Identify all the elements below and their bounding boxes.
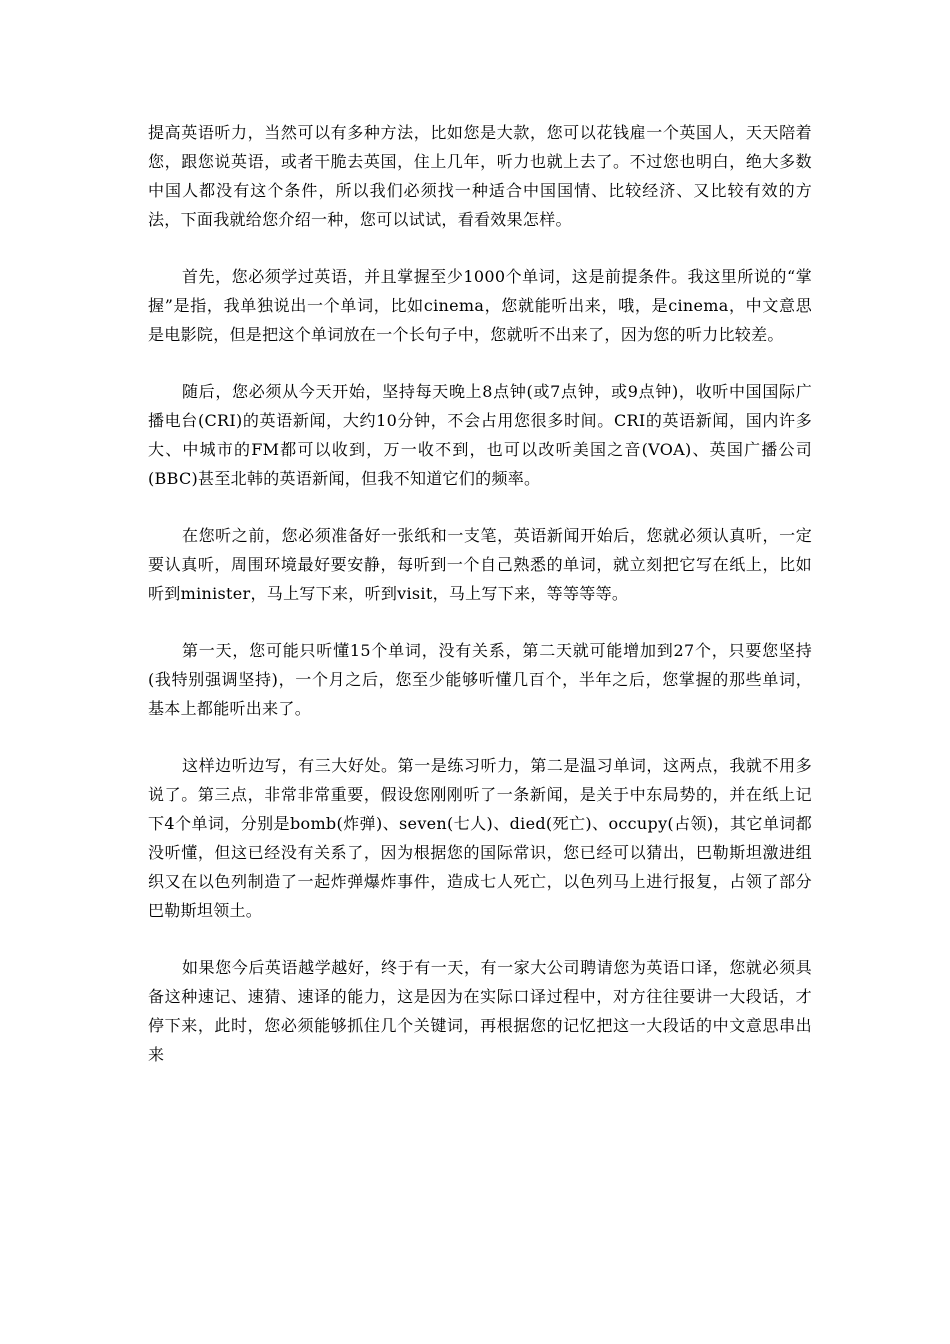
paragraph-intro: 提高英语听力，当然可以有多种方法，比如您是大款，您可以花钱雇一个英国人，天天陪着您，跟您说英语，或者干脆去英国，住上几年，听力也就上去了。不过您也明白，绝大多数中国人都没有这个条件，所以我们必须找一种适合中国国情、比较经济、又比较有效的方法，下面我就给您介绍一种，您可以试试，看看效果怎样。 [148,123,812,229]
paragraph-first-step: 首先，您必须学过英语，并且掌握至少1000个单词，这是前提条件。我这里所说的“掌握”是指，我单独说出一个单词，比如cinema，您就能听出来，哦，是cinema，中文意思是电影院，但是把这个单词放在一个长句子中，您就听不出来了，因为您的听力比较差。 [148,267,812,344]
paragraph-interpreting: 如果您今后英语越学越好，终于有一天，有一家大公司聘请您为英语口译，您就必须具备这种速记、速猜、速译的能力，这是因为在实际口译过程中，对方往往要讲一大段话，才停下来，此时，您必须能够抓住几个关键词，再根据您的记忆把这一大段话的中文意思串出来 [148,958,812,1064]
paragraph-daily-news: 随后，您必须从今天开始，坚持每天晚上8点钟(或7点钟，或9点钟)，收听中国国际广播电台(CRI)的英语新闻，大约10分钟，不会占用您很多时间。CRI的英语新闻，国内许多大、中城市的FM都可以收到，万一收不到，也可以改听美国之音(VOA)、英国广播公司(BBC)甚至北韩的英语新闻，但我不知道它们的频率。 [148,382,812,488]
paragraph-paper-and-pen: 在您听之前，您必须准备好一张纸和一支笔，英语新闻开始后，您就必须认真听，一定要认真听，周围环境最好要安静，每听到一个自己熟悉的单词，就立刻把它写在纸上，比如听到minister，马上写下来，听到visit，马上写下来，等等等等。 [148,526,812,603]
document-body [148,118,812,1097]
paragraph-benefits: 这样边听边写，有三大好处。第一是练习听力，第二是温习单词，这两点，我就不用多说了。第三点，非常非常重要，假设您刚刚听了一条新闻，是关于中东局势的，并在纸上记下4个单词，分别是bomb(炸弹)、seven(七人)、died(死亡)、occupy(占领)，其它单词都没听懂，但这已经没有关系了，因为根据您的国际常识，您已经可以猜出，巴勒斯坦激进组织又在以色列制造了一起炸弹爆炸事件，造成七人死亡，以色列马上进行报复，占领了部分巴勒斯坦领土。 [148,756,812,920]
paragraph-progress: 第一天，您可能只听懂15个单词，没有关系，第二天就可能增加到27个，只要您坚持(我特别强调坚持)，一个月之后，您至少能够听懂几百个，半年之后，您掌握的那些单词，基本上都能听出来了。 [148,641,812,718]
